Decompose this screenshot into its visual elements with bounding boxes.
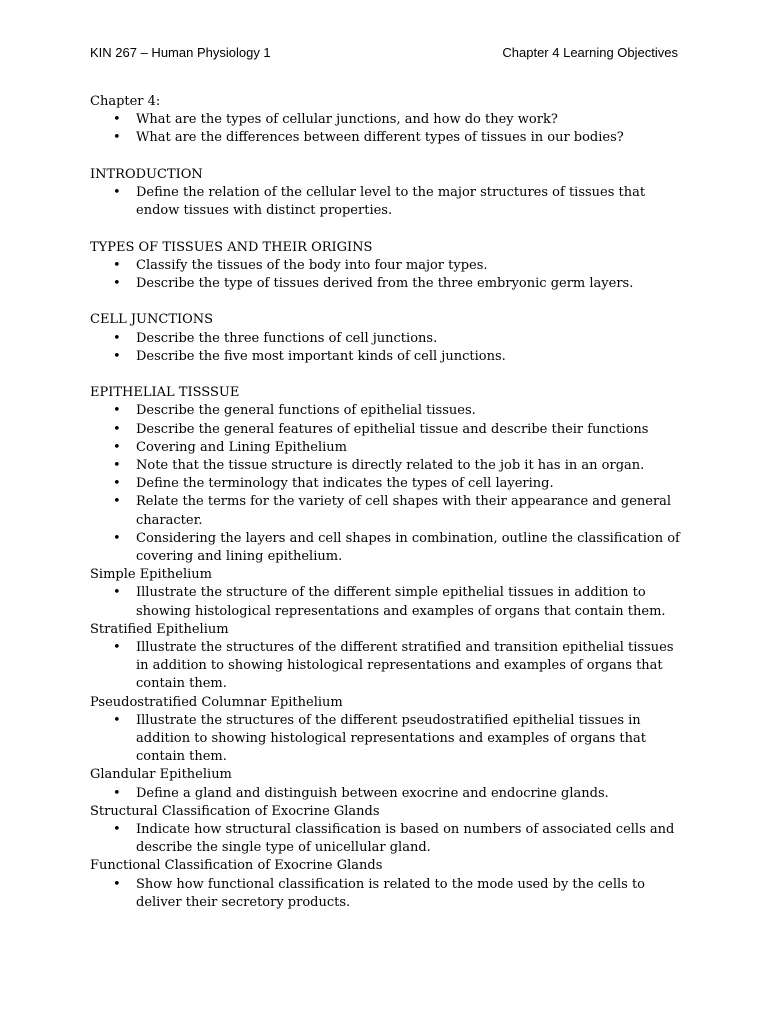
- bullet-icon: •: [113, 876, 121, 892]
- bullet-icon: •: [113, 585, 121, 601]
- section-heading: Structural Classification of Exocrine Glands: [90, 803, 380, 819]
- list-item: [90, 712, 690, 767]
- section-heading: TYPES OF TISSUES AND THEIR ORIGINS: [90, 239, 373, 255]
- list-item: [90, 821, 690, 857]
- list-item: [90, 402, 690, 420]
- section-pseudostratified-epithelium: [90, 694, 690, 767]
- list-item: [90, 457, 690, 475]
- list-item-text: Illustrate the structure of the different simple epithelial tissues in addition to showing histological representations and examples of organs that contain them.: [136, 585, 666, 619]
- bullet-icon: •: [113, 421, 121, 437]
- bullet-icon: •: [113, 640, 121, 656]
- bullet-list: [90, 257, 690, 293]
- bullet-icon: •: [113, 439, 121, 455]
- section-heading: CELL JUNCTIONS: [90, 312, 214, 328]
- bullet-icon: •: [113, 112, 121, 128]
- list-item: [90, 785, 690, 803]
- bullet-icon: •: [113, 330, 121, 346]
- bullet-list: [90, 712, 690, 767]
- course-title: KIN 267 – Human Physiology 1: [90, 45, 271, 60]
- list-item: [90, 111, 690, 129]
- list-item-text: Note that the tissue structure is directly related to the job it has in an organ.: [136, 458, 645, 473]
- bullet-icon: •: [113, 348, 121, 364]
- section-structural-classification: [90, 803, 690, 858]
- section-stratified-epithelium: [90, 621, 690, 694]
- section-glandular-epithelium: [90, 766, 690, 802]
- section-heading: Functional Classification of Exocrine Glands: [90, 858, 383, 874]
- section-introduction: [90, 166, 690, 221]
- bullet-icon: •: [113, 185, 121, 200]
- list-item: [90, 129, 690, 147]
- bullet-list: [90, 785, 690, 803]
- list-item: [90, 439, 690, 457]
- section-simple-epithelium: [90, 566, 690, 621]
- list-item: [90, 493, 690, 529]
- page-header: [90, 45, 678, 65]
- list-item-text: Show how functional classification is related to the mode used by the cells to deliver their secretory products.: [136, 876, 645, 910]
- bullet-list: [90, 584, 690, 620]
- section-types-of-tissues: [90, 239, 690, 294]
- list-item-text: Indicate how structural classification is based on numbers of associated cells and describe the single type of unicellular gland.: [136, 822, 675, 856]
- list-item-text: Describe the five most important kinds of cell junctions.: [136, 348, 506, 364]
- bullet-icon: •: [113, 458, 121, 473]
- list-item: [90, 275, 690, 293]
- bullet-icon: •: [113, 130, 121, 146]
- list-item: [90, 184, 690, 220]
- section-heading: Pseudostratified Columnar Epithelium: [90, 694, 343, 710]
- section-heading: Simple Epithelium: [90, 567, 212, 583]
- list-item: [90, 530, 690, 566]
- list-item: [90, 639, 690, 694]
- bullet-icon: •: [113, 476, 121, 492]
- list-item-text: Illustrate the structures of the different pseudostratified epithelial tissues in addition to showing histological representations and examples of organs that contain them.: [136, 712, 646, 765]
- list-item-text: What are the types of cellular junctions, and how do they work?: [136, 112, 558, 128]
- section-heading: Stratified Epithelium: [90, 621, 229, 637]
- list-item-text: Describe the general functions of epithelial tissues.: [136, 403, 476, 419]
- bullet-icon: •: [113, 257, 121, 273]
- list-item-text: Illustrate the structures of the different stratified and transition epithelial tissues in addition to showing histological representations and examples of organs that contain them.: [136, 640, 674, 692]
- section-chapter: [90, 93, 690, 148]
- list-item-text: Describe the general features of epithelial tissue and describe their functions: [136, 421, 649, 437]
- list-item-text: Define the terminology that indicates the types of cell layering.: [136, 476, 554, 492]
- list-item: [90, 876, 690, 912]
- bullet-icon: •: [113, 712, 121, 728]
- section-cell-junctions: [90, 311, 690, 366]
- section-heading: EPITHELIAL TISSSUE: [90, 385, 240, 401]
- document-body: [90, 93, 690, 912]
- list-item-text: What are the differences between different types of tissues in our bodies?: [136, 130, 624, 146]
- section-heading: Chapter 4:: [90, 94, 161, 109]
- list-item: [90, 421, 690, 439]
- list-item-text: Define a gland and distinguish between exocrine and endocrine glands.: [136, 785, 609, 801]
- bullet-icon: •: [113, 822, 121, 838]
- bullet-list: [90, 184, 690, 220]
- list-item: [90, 475, 690, 493]
- list-item-text: Considering the layers and cell shapes in combination, outline the classification of covering and lining epithelium.: [136, 530, 680, 565]
- list-item-text: Define the relation of the cellular level to the major structures of tissues that endow tissues with distinct properties.: [136, 185, 646, 219]
- bullet-icon: •: [113, 530, 121, 546]
- document-title: Chapter 4 Learning Objectives: [502, 45, 678, 60]
- bullet-icon: •: [113, 276, 121, 291]
- bullet-list: [90, 330, 690, 366]
- section-functional-classification: [90, 857, 690, 912]
- bullet-icon: •: [113, 403, 121, 419]
- list-item: [90, 348, 690, 366]
- list-item-text: Relate the terms for the variety of cell shapes with their appearance and general character.: [136, 494, 672, 528]
- list-item-text: Covering and Lining Epithelium: [136, 439, 348, 455]
- bullet-list: [90, 821, 690, 857]
- section-epithelial-tissue: [90, 384, 690, 566]
- list-item: [90, 584, 690, 620]
- section-heading: INTRODUCTION: [90, 166, 203, 182]
- bullet-icon: •: [113, 494, 121, 510]
- list-item-text: Describe the type of tissues derived from the three embryonic germ layers.: [136, 276, 634, 291]
- list-item-text: Classify the tissues of the body into four major types.: [136, 257, 488, 273]
- list-item: [90, 330, 690, 348]
- bullet-icon: •: [113, 785, 121, 801]
- bullet-list: [90, 402, 690, 566]
- list-item-text: Describe the three functions of cell junctions.: [136, 330, 438, 346]
- bullet-list: [90, 876, 690, 912]
- bullet-list: [90, 639, 690, 694]
- bullet-list: [90, 111, 690, 147]
- list-item: [90, 257, 690, 275]
- section-heading: Glandular Epithelium: [90, 767, 232, 783]
